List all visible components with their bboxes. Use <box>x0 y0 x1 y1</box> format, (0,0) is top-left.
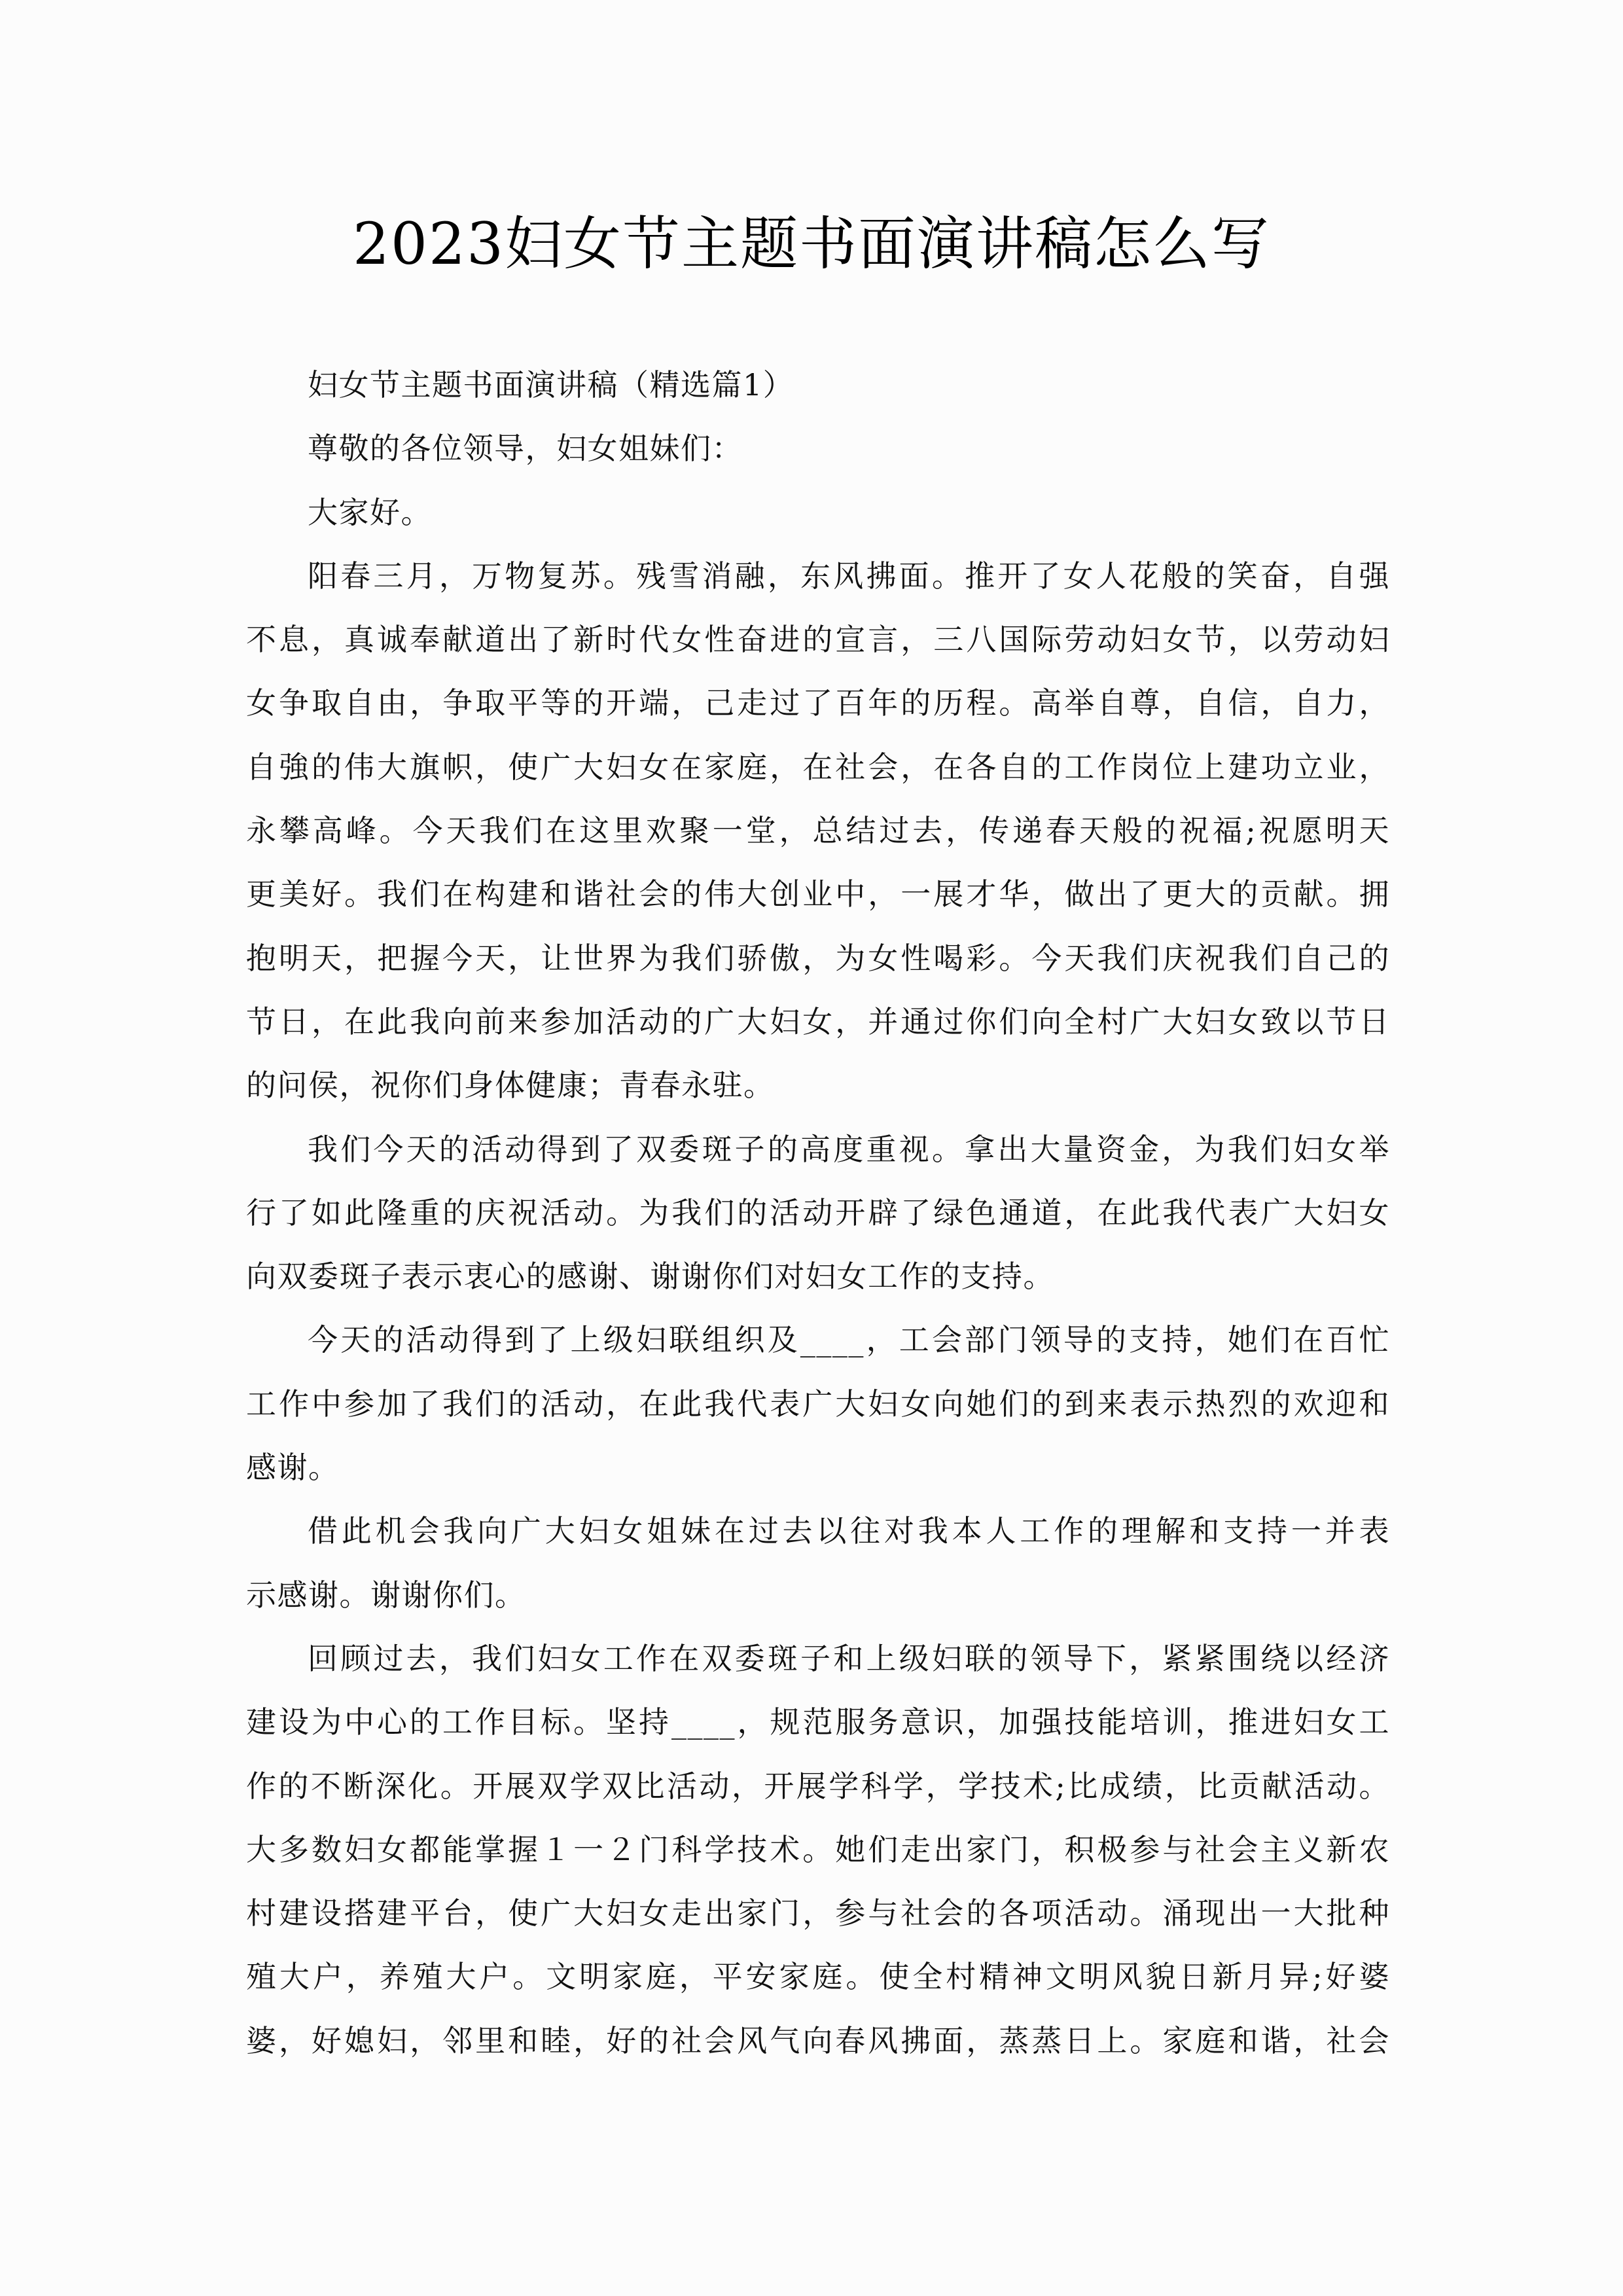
text-line: 殖大户，养殖大户。文明家庭，平安家庭。使全村精神文明风貌日新月异;好婆 <box>246 1959 1390 1995</box>
text-line: 向双委斑子表示衷心的感谢、谢谢你们对妇女工作的支持。 <box>246 1259 1054 1295</box>
paragraph-thanks-committee <box>246 1118 1390 1309</box>
text-line: 村建设搭建平台，使广大妇女走出家门，参与社会的各项活动。涌现出一大批种 <box>246 1895 1390 1931</box>
text-line: 感谢。 <box>246 1450 340 1486</box>
paragraph-thanks-sisters <box>246 1499 1390 1627</box>
text-line: 节日，在此我向前来参加活动的广大妇女，并通过你们向全村广大妇女致以节日 <box>246 1003 1390 1039</box>
text-line: 自強的伟大旗帜，使广大妇女在家庭，在社会，在各自的工作岗位上建功立业， <box>246 749 1390 785</box>
text-line: 的问侯，祝你们身体健康；青春永驻。 <box>246 1067 775 1103</box>
paragraph-review <box>246 1627 1390 2073</box>
text-line: 行了如此隆重的庆祝活动。为我们的活动开辟了绿色通道，在此我代表广大妇女 <box>246 1194 1390 1230</box>
document-body <box>246 353 1390 2073</box>
greeting: 大家好。 <box>308 494 432 530</box>
text-line: 我们今天的活动得到了双委斑子的高度重视。拿出大量资金，为我们妇女举 <box>308 1131 1390 1167</box>
section-heading: 妇女节主题书面演讲稿（精选篇1） <box>308 367 794 403</box>
text-line: 建设为中心的工作目标。坚持____，规范服务意识，加强技能培训，推进妇女工 <box>246 1704 1390 1740</box>
paragraph-thanks-federation <box>246 1308 1390 1499</box>
text-line: 永攀高峰。今天我们在这里欢聚一堂，总结过去，传递春天般的祝福;祝愿明天 <box>246 813 1390 849</box>
text-line: 借此机会我向广大妇女姐妹在过去以往对我本人工作的理解和支持一并表 <box>308 1513 1390 1549</box>
text-line: 阳春三月，万物复苏。残雪消融，东风拂面。推开了女人花般的笑奋，自强 <box>308 558 1390 594</box>
text-line: 大多数妇女都能掌握１一２门科学技术。她们走出家门，积极参与社会主义新农 <box>246 1831 1390 1867</box>
document-title: 2023妇女节主题书面演讲稿怎么写 <box>353 210 1270 278</box>
text-line: 作的不断深化。开展双学双比活动，开展学科学，学技术;比成绩，比贡献活动。 <box>246 1768 1390 1804</box>
paragraph-opening <box>246 545 1390 1118</box>
salutation: 尊敬的各位领导，妇女姐妹们： <box>308 431 743 467</box>
text-line: 工作中参加了我们的活动，在此我代表广大妇女向她们的到来表示热烈的欢迎和 <box>246 1386 1390 1422</box>
text-line: 更美好。我们在构建和谐社会的伟大创业中，一展才华，做出了更大的贡献。拥 <box>246 876 1390 912</box>
text-line: 不息，真诚奉献道出了新时代女性奋进的宣言，三八国际劳动妇女节，以劳动妇 <box>246 622 1390 658</box>
text-line: 回顾过去，我们妇女工作在双委斑子和上级妇联的领导下，紧紧围绕以经济 <box>308 1640 1390 1676</box>
text-line: 抱明天，把握今天，让世界为我们骄傲，为女性喝彩。今天我们庆祝我们自己的 <box>246 940 1390 976</box>
text-line: 今天的活动得到了上级妇联组织及____，工会部门领导的支持，她们在百忙 <box>308 1322 1390 1358</box>
text-line: 示感谢。谢谢你们。 <box>246 1577 526 1613</box>
text-line: 女争取自由，争取平等的开端，己走过了百年的历程。高举自尊，自信，自力， <box>246 685 1390 721</box>
text-line: 婆，好媳妇，邻里和睦，好的社会风气向春风拂面，蒸蒸日上。家庭和谐，社会 <box>246 2022 1390 2058</box>
